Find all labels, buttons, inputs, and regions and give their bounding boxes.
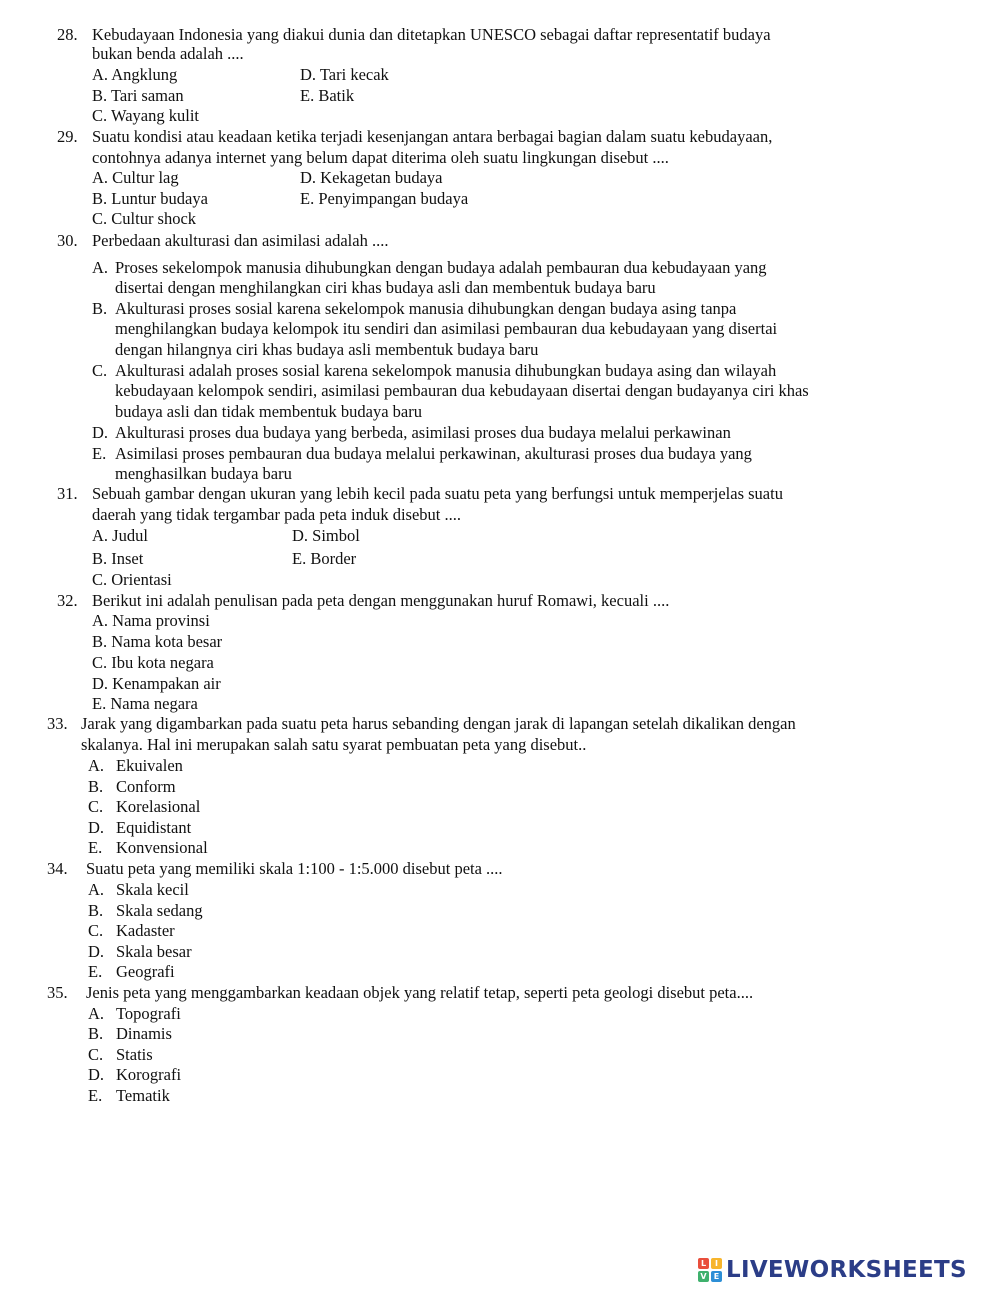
question-33-text: skalanya. Hal ini merupakan salah satu syarat pembuatan peta yang disebut.. bbox=[81, 735, 587, 754]
q33-option-b-text: Conform bbox=[116, 777, 176, 796]
q29-option-a: A. Cultur lag bbox=[92, 168, 179, 187]
question-28-number: 28. bbox=[57, 25, 78, 44]
q33-option-c-letter: C. bbox=[88, 797, 104, 816]
q34-option-d-text: Skala besar bbox=[116, 942, 192, 961]
question-31-text: daerah yang tidak tergambar pada peta induk disebut .... bbox=[92, 505, 461, 524]
q35-option-e-text: Tematik bbox=[116, 1086, 170, 1105]
question-32-number: 32. bbox=[57, 591, 78, 610]
logo-block-e: E bbox=[711, 1271, 722, 1282]
q30-option-c-text: budaya asli dan tidak membentuk budaya baru bbox=[115, 402, 422, 421]
q35-option-b-letter: B. bbox=[88, 1024, 104, 1043]
q30-option-e-text: Asimilasi proses pembauran dua budaya melalui perkawinan, akulturasi proses dua budaya yang bbox=[115, 444, 752, 463]
q32-option-b: B. Nama kota besar bbox=[92, 632, 223, 651]
q31-option-b: B. Inset bbox=[92, 549, 144, 568]
q30-option-e-text: menghasilkan budaya baru bbox=[115, 464, 292, 483]
q30-option-a-letter: A. bbox=[92, 258, 109, 277]
liveworksheets-logo-icon bbox=[698, 1258, 722, 1282]
q30-option-c-text: kebudayaan kelompok sendiri, asimilasi pembauran dua kebudayaan disertai dengan budayanya ciri khas bbox=[115, 381, 809, 400]
question-34-text: Suatu peta yang memiliki skala 1:100 - 1:5.000 disebut peta .... bbox=[86, 859, 503, 878]
q33-option-a-text: Ekuivalen bbox=[116, 756, 183, 775]
q34-option-c-text: Kadaster bbox=[116, 921, 175, 940]
liveworksheets-logo-text: LIVEWORKSHEETS bbox=[726, 1257, 967, 1283]
q28-option-c: C. Wayang kulit bbox=[92, 106, 199, 125]
question-28-text: bukan benda adalah .... bbox=[92, 44, 244, 63]
q34-option-e-letter: E. bbox=[88, 962, 103, 981]
q30-option-b-letter: B. bbox=[92, 299, 108, 318]
q28-option-e: E. Batik bbox=[300, 86, 355, 105]
q33-option-a-letter: A. bbox=[88, 756, 105, 775]
liveworksheets-logo bbox=[698, 1256, 967, 1284]
q32-option-d: D. Kenampakan air bbox=[92, 674, 221, 693]
q33-option-d-text: Equidistant bbox=[116, 818, 192, 837]
q30-option-d-text: Akulturasi proses dua budaya yang berbeda, asimilasi proses dua budaya melalui perkawinan bbox=[115, 423, 731, 442]
q30-option-b-text: dengan hilangnya ciri khas budaya asli membentuk budaya baru bbox=[115, 340, 539, 359]
question-33-text: Jarak yang digambarkan pada suatu peta harus sebanding dengan jarak di lapangan setelah dikalikan dengan bbox=[81, 714, 796, 733]
question-29-number: 29. bbox=[57, 127, 78, 146]
q35-option-e-letter: E. bbox=[88, 1086, 103, 1105]
q30-option-a-text: disertai dengan menghilangkan ciri khas budaya asli dan membentuk budaya baru bbox=[115, 278, 656, 297]
q31-option-c: C. Orientasi bbox=[92, 570, 172, 589]
question-33-number: 33. bbox=[47, 714, 68, 733]
q35-option-c-text: Statis bbox=[116, 1045, 153, 1064]
q30-option-d-letter: D. bbox=[92, 423, 109, 442]
q35-option-d-letter: D. bbox=[88, 1065, 105, 1084]
logo-block-l: L bbox=[698, 1258, 709, 1269]
q29-option-c: C. Cultur shock bbox=[92, 209, 197, 228]
q35-option-b-text: Dinamis bbox=[116, 1024, 172, 1043]
question-29-text: contohnya adanya internet yang belum dapat diterima oleh suatu lingkungan disebut .... bbox=[92, 148, 669, 167]
logo-block-i: I bbox=[711, 1258, 722, 1269]
q31-option-d: D. Simbol bbox=[292, 526, 360, 545]
q32-option-e: E. Nama negara bbox=[92, 694, 198, 713]
q34-option-d-letter: D. bbox=[88, 942, 105, 961]
q33-option-e-text: Konvensional bbox=[116, 838, 208, 857]
q33-option-c-text: Korelasional bbox=[116, 797, 201, 816]
q35-option-d-text: Korografi bbox=[116, 1065, 182, 1084]
question-30-text: Perbedaan akulturasi dan asimilasi adalah .... bbox=[92, 231, 389, 250]
question-30-number: 30. bbox=[57, 231, 78, 250]
question-31-number: 31. bbox=[57, 484, 78, 503]
q34-option-e-text: Geografi bbox=[116, 962, 175, 981]
q30-option-a-text: Proses sekelompok manusia dihubungkan dengan budaya adalah pembauran dua kebudayaan yang bbox=[115, 258, 767, 277]
q30-option-e-letter: E. bbox=[92, 444, 107, 463]
q29-option-b: B. Luntur budaya bbox=[92, 189, 208, 208]
question-32-text: Berikut ini adalah penulisan pada peta dengan menggunakan huruf Romawi, kecuali .... bbox=[92, 591, 670, 610]
q34-option-c-letter: C. bbox=[88, 921, 104, 940]
q35-option-a-text: Topografi bbox=[116, 1004, 181, 1023]
question-35-number: 35. bbox=[47, 983, 68, 1002]
q35-option-c-letter: C. bbox=[88, 1045, 104, 1064]
q28-option-b: B. Tari saman bbox=[92, 86, 184, 105]
question-31-text: Sebuah gambar dengan ukuran yang lebih kecil pada suatu peta yang berfungsi untuk memperjelas suatu bbox=[92, 484, 783, 503]
q35-option-a-letter: A. bbox=[88, 1004, 105, 1023]
q30-option-b-text: Akulturasi proses sosial karena sekelompok manusia dihubungkan dengan budaya asing tanpa bbox=[115, 299, 737, 318]
q28-option-a: A. Angklung bbox=[92, 65, 178, 84]
q28-option-d: D. Tari kecak bbox=[300, 65, 389, 84]
q31-option-a: A. Judul bbox=[92, 526, 148, 545]
q34-option-a-letter: A. bbox=[88, 880, 105, 899]
q31-option-e: E. Border bbox=[292, 549, 357, 568]
logo-block-v: V bbox=[698, 1271, 709, 1282]
q33-option-e-letter: E. bbox=[88, 838, 103, 857]
q30-option-c-letter: C. bbox=[92, 361, 108, 380]
q30-option-b-text: menghilangkan budaya kelompok itu sendiri dan asimilasi pembauran dua kebudayaan yang disertai bbox=[115, 319, 778, 338]
q30-option-c-text: Akulturasi adalah proses sosial karena sekelompok manusia dihubungkan budaya asing dan wilayah bbox=[115, 361, 777, 380]
q34-option-b-letter: B. bbox=[88, 901, 104, 920]
question-35-text: Jenis peta yang menggambarkan keadaan objek yang relatif tetap, seperti peta geologi disebut peta.... bbox=[86, 983, 754, 1002]
question-34-number: 34. bbox=[47, 859, 68, 878]
q33-option-d-letter: D. bbox=[88, 818, 105, 837]
q29-option-e: E. Penyimpangan budaya bbox=[300, 189, 469, 208]
question-28-text: Kebudayaan Indonesia yang diakui dunia dan ditetapkan UNESCO sebagai daftar representatif budaya bbox=[92, 25, 771, 44]
question-29-text: Suatu kondisi atau keadaan ketika terjadi kesenjangan antara berbagai bagian dalam suatu kebudayaan, bbox=[92, 127, 773, 146]
q33-option-b-letter: B. bbox=[88, 777, 104, 796]
q29-option-d: D. Kekagetan budaya bbox=[300, 168, 443, 187]
q34-option-b-text: Skala sedang bbox=[116, 901, 203, 920]
q32-option-a: A. Nama provinsi bbox=[92, 611, 210, 630]
q34-option-a-text: Skala kecil bbox=[116, 880, 189, 899]
q32-option-c: C. Ibu kota negara bbox=[92, 653, 214, 672]
